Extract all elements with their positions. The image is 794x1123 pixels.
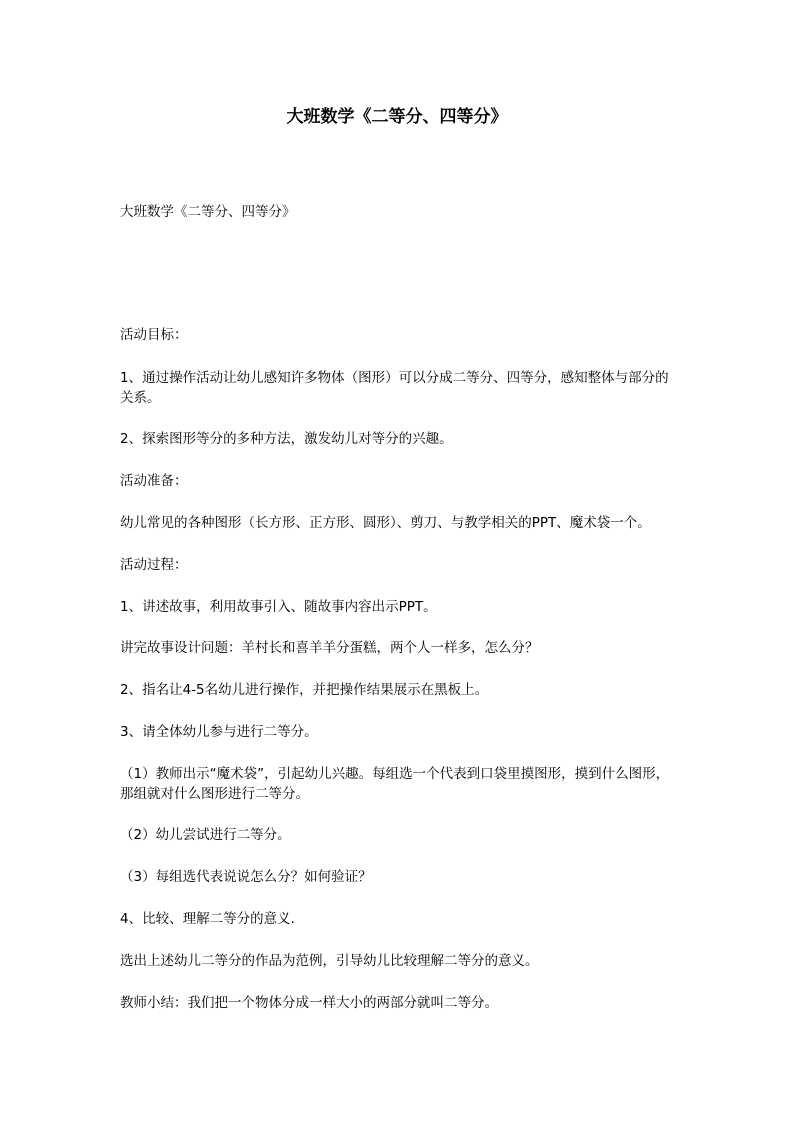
paragraph-example: 选出上述幼儿二等分的作品为范例，引导幼儿比较理解二等分的意义。 (120, 953, 539, 969)
paragraph-step-3: 3、请全体幼儿参与进行二等分。 (120, 724, 318, 740)
paragraph-summary: 教师小结：我们把一个物体分成一样大小的两部分就叫二等分。 (120, 995, 498, 1011)
paragraph-step-4: 4、比较、理解二等分的意义. (120, 911, 295, 927)
paragraph-substep-3: （3）每组选代表说说怎么分？如何验证？ (120, 869, 372, 885)
paragraph-preparation: 幼儿常见的各种图形（长方形、正方形、圆形）、剪刀、与教学相关的PPT、魔术袋一个。 (120, 515, 651, 531)
document-subtitle: 大班数学《二等分、四等分》 (120, 204, 296, 220)
paragraph-goal-1: 1、通过操作活动让幼儿感知许多物体（图形）可以分成二等分、四等分，感知整体与部分的关系。 (120, 370, 669, 406)
paragraph-question: 讲完故事设计问题：羊村长和喜羊羊分蛋糕，两个人一样多，怎么分？ (120, 640, 539, 656)
section-heading-process: 活动过程： (120, 557, 188, 573)
paragraph-substep-2: （2）幼儿尝试进行二等分。 (120, 827, 291, 843)
paragraph-goal-2: 2、探索图形等分的多种方法，激发幼儿对等分的兴趣。 (120, 431, 453, 447)
paragraph-step-2: 2、指名让4-5名幼儿进行操作，并把操作结果展示在黑板上。 (120, 682, 489, 698)
document-title: 大班数学《二等分、四等分》 (286, 107, 508, 127)
paragraph-substep-1: （1）教师出示“魔术袋”，引起幼儿兴趣。每组选一个代表到口袋里摸图形，摸到什么图形，那组就对什么图形进行二等分。 (120, 766, 670, 802)
section-heading-goals: 活动目标： (120, 327, 188, 343)
section-heading-preparation: 活动准备： (120, 473, 188, 489)
paragraph-step-1: 1、讲述故事，利用故事引入、随故事内容出示PPT。 (120, 599, 437, 615)
